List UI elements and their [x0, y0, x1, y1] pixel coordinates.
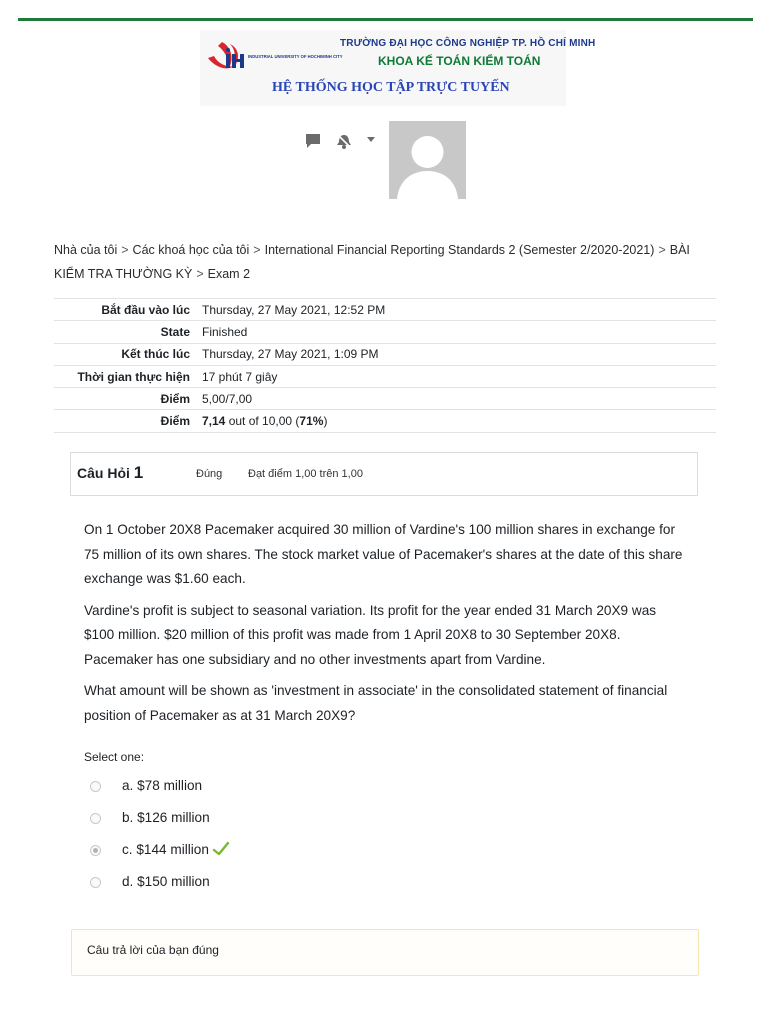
summary-row-started [54, 299, 716, 321]
question-grade: Đạt điểm 1,00 trên 1,00 [248, 468, 363, 480]
answer-label-wrap [122, 842, 229, 857]
answer-label: b. $126 million [122, 810, 210, 825]
summary-row-state [54, 321, 716, 343]
radio-button[interactable] [90, 877, 101, 888]
summary-grade-value [196, 410, 716, 432]
answer-feedback-box [71, 929, 699, 976]
summary-label: Thời gian thực hiện [54, 365, 196, 387]
grade-percent: 71% [299, 414, 324, 429]
answer-option-b[interactable] [84, 806, 384, 838]
question-text [84, 518, 684, 735]
default-user-icon [389, 121, 466, 199]
question-info-box [70, 452, 698, 496]
site-header-banner[interactable] [200, 30, 596, 106]
summary-row-completed [54, 343, 716, 365]
logo-text: INDUSTRIAL UNIVERSITY OF HOCHIMINH CITY [248, 54, 343, 59]
summary-value: Finished [196, 321, 716, 343]
correct-check-icon [213, 842, 229, 856]
chat-icon[interactable] [305, 133, 321, 149]
answer-option-d[interactable] [84, 870, 384, 902]
feedback-text: Câu trả lời của bạn đúng [87, 943, 219, 957]
breadcrumb-separator: > [121, 243, 129, 257]
breadcrumb-separator: > [658, 243, 666, 257]
university-logo [204, 36, 343, 76]
breadcrumb-separator: > [196, 267, 204, 281]
radio-button-selected[interactable] [90, 845, 101, 856]
grade-score: 7,14 [202, 414, 226, 429]
breadcrumb-section-link[interactable]: BÀI KIỂM TRA THƯỜNG KỲ [54, 243, 690, 281]
system-title: HỆ THỐNG HỌC TẬP TRỰC TUYẾN [272, 80, 510, 95]
question-paragraph: Vardine's profit is subject to seasonal variation. Its profit for the year ended 31 March 20X9 was $100 million. $20 million of this profit was made from 1 April 20X8 to 30 September 20X8. Pacemaker has one subsidiary and no other investments apart from Vardine. [84, 602, 657, 667]
grade-out-of: out of 10,00 ( [225, 414, 300, 429]
summary-value: 5,00/7,00 [196, 388, 716, 410]
university-name: TRƯỜNG ĐẠI HỌC CÔNG NGHIỆP TP. HỒ CHÍ MINH [340, 38, 596, 49]
summary-row-grade [54, 410, 716, 432]
summary-label: Kết thúc lúc [54, 343, 196, 365]
breadcrumb-exam-link[interactable]: Exam 2 [207, 267, 251, 281]
question-title [77, 463, 143, 483]
caret-down-icon[interactable] [367, 137, 375, 142]
attempt-summary-table [54, 298, 716, 433]
answer-option-c[interactable] [84, 838, 384, 870]
answer-label: d. $150 million [122, 874, 210, 889]
answer-label: a. $78 million [122, 778, 203, 793]
breadcrumb [54, 238, 714, 286]
answer-list [84, 774, 384, 902]
summary-label: Điểm [54, 410, 196, 432]
summary-label: Điểm [54, 388, 196, 410]
summary-row-marks [54, 388, 716, 410]
breadcrumb-separator: > [253, 243, 261, 257]
summary-label: State [54, 321, 196, 343]
question-state: Đúng [196, 468, 223, 480]
breadcrumb-course-link[interactable]: International Financial Reporting Standards 2 (Semester 2/2020-2021) [264, 243, 655, 257]
question-paragraph: What amount will be shown as 'investment in associate' in the consolidated statement of financial position of Pacemaker as at 31 March 20X9? [84, 683, 668, 723]
breadcrumb-my-courses-link[interactable]: Các khoá học của tôi [132, 243, 250, 257]
answer-label: c. $144 million [122, 842, 209, 857]
summary-value: Thursday, 27 May 2021, 12:52 PM [196, 299, 716, 321]
radio-button[interactable] [90, 813, 101, 824]
bell-icon[interactable] [336, 133, 352, 150]
faculty-name: KHOA KẾ TOÁN KIỂM TOÁN [378, 54, 541, 68]
select-one-prompt: Select one: [84, 750, 145, 764]
question-title-prefix: Câu Hỏi [77, 465, 130, 481]
question-paragraph: On 1 October 20X8 Pacemaker acquired 30 million of Vardine's 100 million shares in exchange for 75 million of its own shares. The stock market value of Pacemaker's shares at the date of this share exchange was $1.60 each. [84, 522, 683, 586]
summary-value: 17 phút 7 giây [196, 365, 716, 387]
radio-button[interactable] [90, 781, 101, 792]
summary-value: Thursday, 27 May 2021, 1:09 PM [196, 343, 716, 365]
question-number: 1 [133, 463, 144, 482]
summary-label: Bắt đầu vào lúc [54, 299, 196, 321]
user-avatar[interactable] [389, 121, 466, 199]
grade-close: ) [323, 414, 328, 429]
answer-option-a[interactable] [84, 774, 384, 806]
top-divider-line [18, 18, 753, 21]
summary-row-time-taken [54, 365, 716, 387]
breadcrumb-home-link[interactable]: Nhà của tôi [54, 243, 118, 257]
